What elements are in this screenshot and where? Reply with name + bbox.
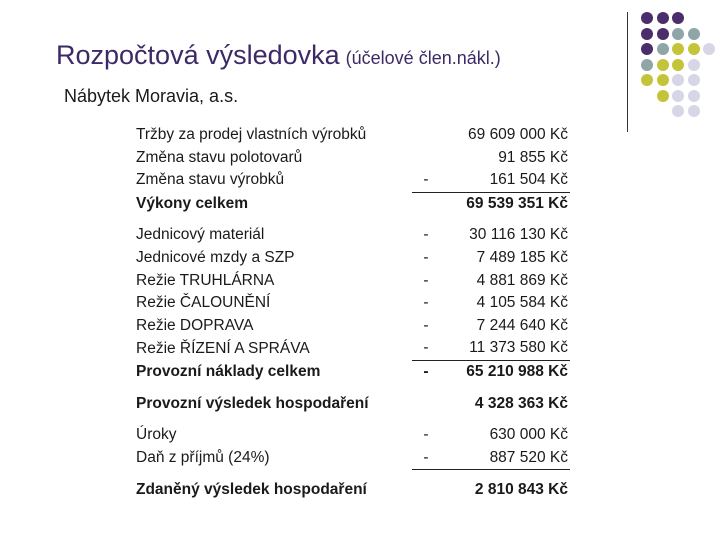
row-operating-result bbox=[132, 393, 570, 416]
row-amount: 630 000 Kč bbox=[489, 426, 568, 444]
row-amount: 65 210 988 Kč bbox=[466, 362, 568, 380]
decor-dot bbox=[657, 59, 669, 71]
decor-dot bbox=[672, 28, 684, 40]
row-sign: - bbox=[412, 337, 440, 360]
row-sales bbox=[132, 124, 570, 147]
decor-dot bbox=[657, 43, 669, 55]
row-sign: - bbox=[423, 248, 429, 266]
decor-dot bbox=[688, 28, 700, 40]
row-label: Zdaněný výsledek hospodaření bbox=[136, 481, 367, 499]
row-interest bbox=[132, 424, 570, 447]
row-label: Režie TRUHLÁRNA bbox=[136, 271, 275, 289]
decor-dot bbox=[641, 28, 653, 40]
decor-dot bbox=[641, 74, 653, 86]
row-amount: 69 539 351 Kč bbox=[466, 194, 568, 212]
row-label: Režie ČALOUNĚNÍ bbox=[136, 294, 271, 312]
decor-dot bbox=[657, 74, 669, 86]
row-sign: - bbox=[423, 226, 429, 244]
row-semi-products bbox=[132, 147, 570, 170]
row-label: Režie DOPRAVA bbox=[136, 316, 254, 334]
income-statement-table bbox=[132, 124, 570, 502]
decor-dot bbox=[688, 43, 700, 55]
row-amount: 91 855 Kč bbox=[498, 148, 568, 166]
row-spacer bbox=[132, 470, 570, 480]
decor-dot bbox=[657, 12, 669, 24]
decor-dot bbox=[672, 90, 684, 102]
decor-dot bbox=[672, 43, 684, 55]
decor-dot bbox=[672, 59, 684, 71]
decor-dot bbox=[641, 12, 653, 24]
row-sign bbox=[412, 393, 440, 416]
decor-dot bbox=[641, 43, 653, 55]
row-amount: 4 328 363 Kč bbox=[474, 394, 568, 412]
row-spacer bbox=[132, 215, 570, 224]
row-overhead-management bbox=[132, 337, 570, 360]
row-amount: 2 810 843 Kč bbox=[474, 481, 568, 499]
row-amount: 4 881 869 Kč bbox=[476, 271, 568, 289]
row-label: Změna stavu výrobků bbox=[136, 171, 285, 189]
row-amount: 161 504 Kč bbox=[440, 169, 570, 192]
decor-dot bbox=[672, 74, 684, 86]
row-label: Daň z příjmů (24%) bbox=[136, 448, 270, 466]
row-sign: - bbox=[423, 316, 429, 334]
row-sign: - bbox=[412, 447, 440, 470]
row-spacer bbox=[132, 415, 570, 424]
row-operating-costs-total bbox=[132, 360, 570, 383]
row-sign bbox=[412, 147, 440, 170]
row-sign: - bbox=[423, 294, 429, 312]
title-main: Rozpočtová výsledovka bbox=[56, 40, 340, 70]
row-overhead-transport bbox=[132, 315, 570, 338]
decor-divider bbox=[627, 12, 628, 132]
row-sign: - bbox=[412, 169, 440, 192]
row-label: Provozní náklady celkem bbox=[136, 362, 321, 380]
row-label: Jednicový materiál bbox=[136, 226, 265, 244]
row-material bbox=[132, 224, 570, 247]
row-sign bbox=[412, 124, 440, 147]
decor-dot bbox=[688, 105, 700, 117]
decor-dot bbox=[703, 43, 715, 55]
row-label: Úroky bbox=[136, 426, 177, 444]
row-sign bbox=[412, 479, 440, 502]
row-wages bbox=[132, 247, 570, 270]
decor-dot bbox=[688, 90, 700, 102]
row-sign: - bbox=[423, 426, 429, 444]
row-sign: - bbox=[423, 362, 429, 380]
row-amount: 887 520 Kč bbox=[440, 447, 570, 470]
row-label: Provozní výsledek hospodaření bbox=[136, 394, 369, 412]
decor-dot bbox=[641, 59, 653, 71]
decor-dot bbox=[688, 74, 700, 86]
row-label: Jednicové mzdy a SZP bbox=[136, 248, 295, 266]
row-sign bbox=[412, 192, 440, 215]
row-amount: 7 244 640 Kč bbox=[476, 316, 568, 334]
row-net-result bbox=[132, 479, 570, 502]
row-label: Výkony celkem bbox=[136, 194, 249, 212]
row-amount: 7 489 185 Kč bbox=[476, 248, 568, 266]
row-amount: 11 373 580 Kč bbox=[440, 337, 570, 360]
row-overhead-upholstery bbox=[132, 292, 570, 315]
row-spacer bbox=[132, 384, 570, 393]
company-name: Nábytek Moravia, a.s. bbox=[64, 86, 239, 106]
row-sign: - bbox=[423, 271, 429, 289]
decor-dot bbox=[688, 59, 700, 71]
row-label: Změna stavu polotovarů bbox=[136, 148, 303, 166]
row-amount: 69 609 000 Kč bbox=[468, 126, 568, 143]
row-amount: 30 116 130 Kč bbox=[469, 226, 568, 244]
row-products bbox=[132, 169, 570, 192]
row-amount: 4 105 584 Kč bbox=[476, 294, 568, 312]
row-income-tax bbox=[132, 447, 570, 470]
decor-dot bbox=[657, 28, 669, 40]
row-overhead-carpentry bbox=[132, 270, 570, 293]
decor-dot bbox=[672, 105, 684, 117]
decor-dot bbox=[672, 12, 684, 24]
decor-dot bbox=[657, 90, 669, 102]
row-label: Režie ŘÍZENÍ A SPRÁVA bbox=[136, 339, 310, 357]
row-label: Tržby za prodej vlastních výrobků bbox=[136, 126, 367, 143]
title-subtitle: (účelové člen.nákl.) bbox=[345, 48, 501, 68]
page-title bbox=[56, 40, 501, 71]
decor-dot-grid bbox=[641, 10, 717, 132]
row-output-total bbox=[132, 192, 570, 215]
